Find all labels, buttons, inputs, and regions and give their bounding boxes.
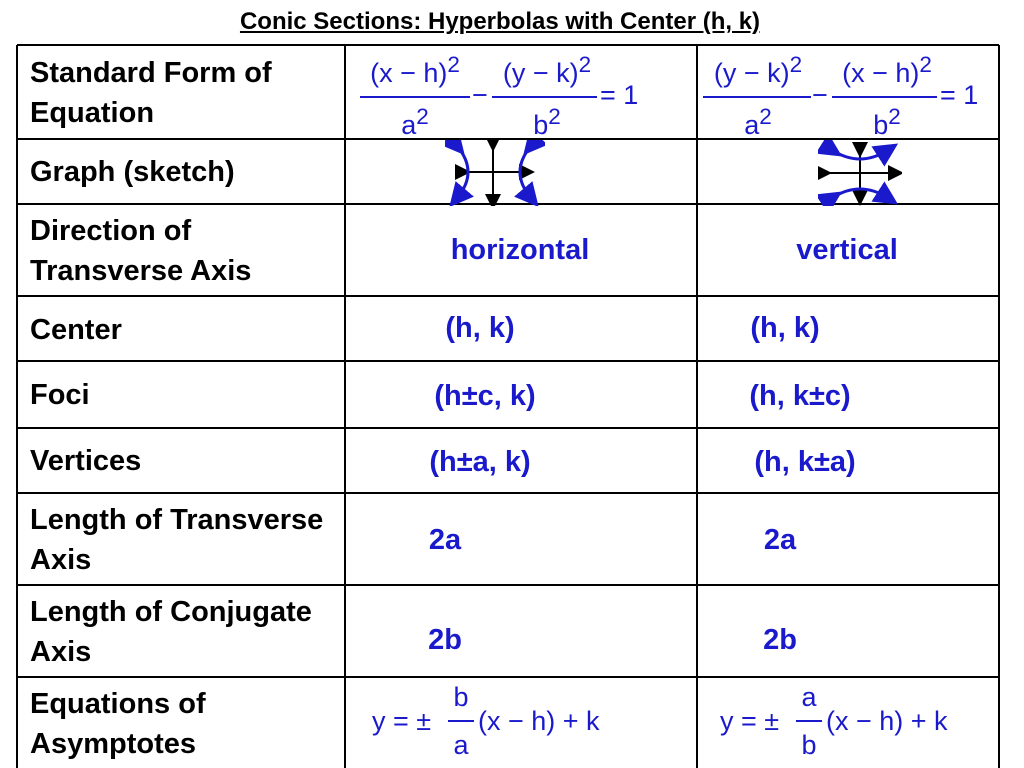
eq-h-num2: $(y - k)^2$ xyxy=(502,52,592,88)
asym-h-bar xyxy=(448,720,474,722)
asym-v-num: a xyxy=(801,682,817,712)
horizontal-hyperbola-sketch xyxy=(445,140,545,206)
eq-v-bar1 xyxy=(703,96,811,98)
center-col1: (h, k) xyxy=(445,311,515,344)
asym-h-num: b xyxy=(453,682,469,712)
row-label-vertices: Vertices xyxy=(30,445,142,477)
eq-v-den2: $b^2$ xyxy=(873,104,901,140)
row-label-asymptotes: Equations of Asymptotes xyxy=(30,688,206,760)
vertices-col2: (h, k±a) xyxy=(754,445,856,478)
asym-h-rhs: (x − h) + k xyxy=(478,706,600,736)
asym-v-den: b xyxy=(801,730,817,760)
transverse-length-col1: 2a xyxy=(428,523,462,556)
conjugate-length-col2: 2b xyxy=(763,623,797,656)
asym-v-lhs: y = ± xyxy=(720,706,780,736)
direction-col2: vertical xyxy=(796,233,898,266)
row-label-center: Center xyxy=(30,314,122,346)
asym-h-lhs: y = ± xyxy=(372,706,432,736)
vertical-hyperbola-sketch xyxy=(818,140,902,206)
transverse-length-col2: 2a xyxy=(763,523,797,556)
eq-h-minus: − xyxy=(472,80,488,110)
eq-h-den2: $b^2$ xyxy=(533,104,561,140)
row-label-standard-form: Standard Form of Equation xyxy=(30,57,272,129)
foci-col1: (h±c, k) xyxy=(434,379,536,412)
conjugate-length-col1: 2b xyxy=(428,623,462,656)
eq-h-bar2 xyxy=(492,96,597,98)
eq-v-rhs: = 1 xyxy=(940,80,979,110)
asym-v-bar xyxy=(796,720,822,722)
eq-h-bar1 xyxy=(360,96,470,98)
vertices-col1: (h±a, k) xyxy=(429,445,531,478)
eq-v-minus: − xyxy=(812,80,828,110)
row-label-direction: Direction of Transverse Axis xyxy=(30,215,252,287)
eq-v-num2: $(x - h)^2$ xyxy=(842,52,932,88)
eq-v-num1: $(y - k)^2$ xyxy=(713,52,803,88)
row-label-foci: Foci xyxy=(30,379,90,411)
asym-h-den: a xyxy=(453,730,469,760)
eq-v-den1: $a^2$ xyxy=(744,104,772,140)
eq-h-num1: $(x - h)^2$ xyxy=(370,52,460,88)
asym-v-rhs: (x − h) + k xyxy=(826,706,948,736)
foci-col2: (h, k±c) xyxy=(749,379,851,412)
row-label-graph: Graph (sketch) xyxy=(30,156,235,188)
page-title: Conic Sections: Hyperbolas with Center (h, k) xyxy=(239,8,761,35)
row-label-transverse-length: Length of Transverse Axis xyxy=(30,504,324,576)
direction-col1: horizontal xyxy=(450,233,590,266)
eq-v-bar2 xyxy=(832,96,937,98)
row-label-conjugate-length: Length of Conjugate Axis xyxy=(30,596,312,668)
eq-h-rhs: = 1 xyxy=(600,80,639,110)
center-col2: (h, k) xyxy=(750,311,820,344)
eq-h-den1: $a^2$ xyxy=(401,104,429,140)
